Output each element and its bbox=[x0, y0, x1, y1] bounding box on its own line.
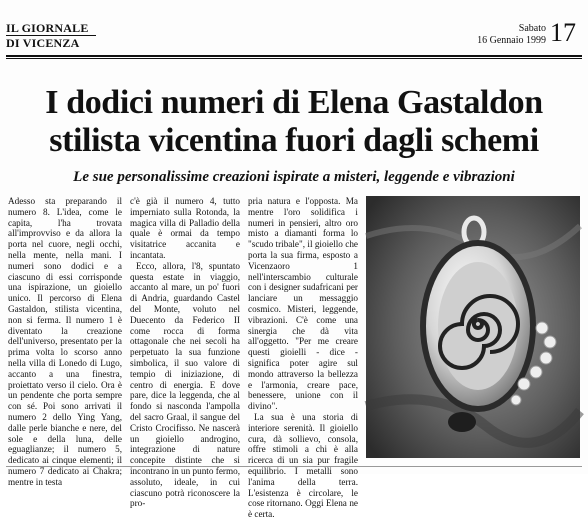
article-subheadline: Le sue personalissime creazioni ispirate a misteri, leggende e vibrazioni bbox=[73, 169, 515, 185]
article-headline bbox=[0, 84, 588, 160]
column-3-text: pria natura e l'opposta. Ma mentre l'oro solidifica i numeri in pensieri, altro oro misto a diamanti forma lo "scudo tribale", il gioiello che porta la sua firma, esposto a Vicenzaoro 1 nell'interscambio culturale con i designer sudafricani per lanciare un messaggio cosmico. Misteri, leggende, vibrazioni. C'è come una sinergia che dà vita all'oggetto. "Per me creare questi gioielli - dice - significa poter agire sul mondo attraverso la bellezza e l'armonia, creare pace, benessere, unione con il divino". bbox=[248, 196, 358, 412]
headline-line-1: I dodici numeri di Elena Gastaldon bbox=[45, 84, 543, 121]
issue-date-text: 16 Gennaio 1999 bbox=[477, 35, 546, 46]
column-2-text-b: Ecco, allora, l'8, spuntato questa estate in viaggio, accanto al mare, un po' fuori di Andria, guardando Castel del Monte, voluto nel Duecento da Federico II come rocca di forma ottagonale che nei secoli ha perpetuato la sua funzione simbolica, il suo valore di tempio di iniziazione, di centro di energia. E dove pare, dice la leggenda, che al fondo si nasconda l'ampolla del sacro Graal, il sangue del Cristo Crocifisso. Ne nascerà un gioiello androgino, integrazione di nature concepite distinte che si incontrano in un punto fermo, assoluto, ideale, in cui ciascuno potrà riconoscere la pro- bbox=[130, 260, 240, 509]
newspaper-name-line1: IL GIORNALE bbox=[6, 22, 96, 36]
headline-line-2: stilista vicentina fuori dagli schemi bbox=[49, 122, 539, 159]
jewel-photo bbox=[366, 196, 580, 458]
page-bottom-rule bbox=[6, 466, 582, 467]
column-2-text: c'è già il numero 4, tutto imperniato sulla Rotonda, la magica villa di Palladio della quale è ormai da tempo visitatrice accanita e incantata. bbox=[130, 196, 240, 260]
issue-weekday: Sabato bbox=[518, 23, 546, 34]
article-column-2 bbox=[130, 196, 240, 509]
page-number: 17 bbox=[550, 18, 576, 47]
spiral-pendant-image bbox=[366, 196, 580, 458]
issue-date bbox=[477, 23, 546, 47]
masthead-rule bbox=[6, 55, 582, 57]
masthead-rule-thin bbox=[6, 58, 582, 59]
column-1-text: Adesso sta preparando il numero 8. L'idea, come le capita, l'ha trovata all'improvviso e da allora la porta nel cuore, negli occhi, nella mente, nella mani. I numeri sono dodici e a ciascuno di essi corrisponde una ispirazione, un gioiello unico. Il percorso di Elena Gastaldon, stilista vicentina, non si ferma. Il numero 1 è diventato la creazione dell'universo, presentato per la prima volta lo scorso anno nella villa di Lonedo di Lugo, accanto a una finestra, proiettato verso il cielo. Ora è un pendente che porta sempre con sé. Poi sono arrivati il numero 2 dello Ying Yang, dalle perle bianche e nere, del sole e della luna, delle eguaglianze; il numero 5, dedicato ai cinque elementi; il numero 7 dedicato ai Chakra; mentre in testa bbox=[8, 196, 122, 487]
newspaper-name-line2: DI VICENZA bbox=[6, 36, 80, 50]
article-column-1 bbox=[8, 196, 122, 487]
column-3-text-b: La sua è una storia di interiore serenità. Il gioiello cura, dà sollievo, consola, offre stimoli a chi è alla ricerca di un sia pur fragile equilibrio. I metalli sono l'anima della terra. L'esistenza è circolare, le cose ritornano. Oggi Elena ne è certa. bbox=[248, 411, 358, 520]
masthead bbox=[6, 18, 582, 58]
newspaper-logo bbox=[6, 22, 96, 49]
article-column-3 bbox=[248, 196, 358, 520]
